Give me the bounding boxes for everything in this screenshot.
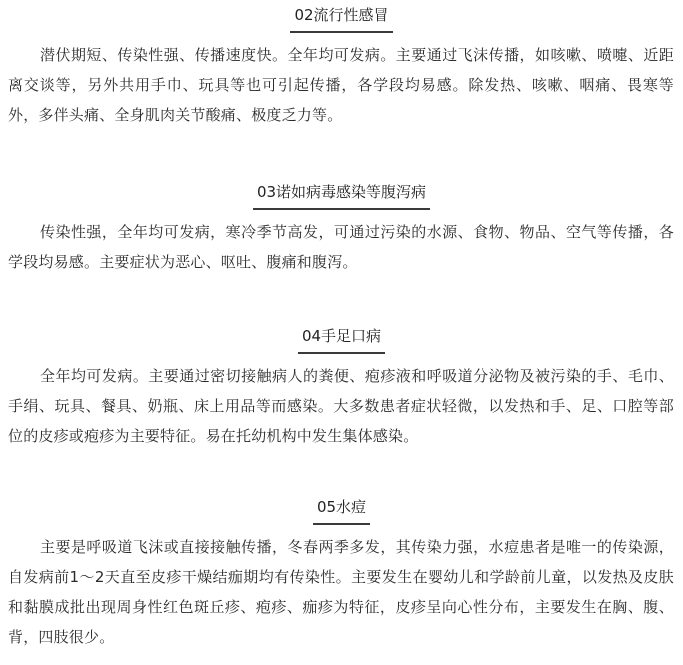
section-paragraph: 潜伏期短、传染性强、传播速度快。全年均可发病。主要通过飞沫传播，如咳嗽、喷嚏、近距离交谈等，另外共用手巾、玩具等也可引起传播，各学段均易感。除发热、咳嗽、咽痛、畏寒等外，多伴头痛、全身肌肉关节酸痛、极度乏力等。 (8, 46, 674, 124)
section-heading: 03诺如病毒感染等腹泻病 (253, 181, 430, 210)
section-chickenpox (0, 496, 683, 652)
section-heading-wrap (0, 181, 683, 217)
section-paragraph: 传染性强，全年均可发病，寒冷季节高发，可通过污染的水源、食物、物品、空气等传播，各学段均易感。主要症状为恶心、呕吐、腹痛和腹泻。 (8, 223, 674, 271)
section-heading: 04手足口病 (298, 325, 385, 354)
section-heading-wrap (0, 4, 683, 40)
section-hand-foot-mouth (0, 325, 683, 451)
section-paragraph: 主要是呼吸道飞沫或直接接触传播，冬春两季多发，其传染力强，水痘患者是唯一的传染源，自发病前1～2天直至皮疹干燥结痂期均有传染性。主要发生在婴幼儿和学龄前儿童，以发热及皮肤和黏膜成批出现周身性红色斑丘疹、疱疹、痂疹为特征，皮疹呈向心性分布，主要发生在胸、腹、背，四肢很少。 (8, 538, 674, 646)
section-influenza (0, 4, 683, 130)
section-heading-wrap (0, 496, 683, 532)
section-heading: 05水痘 (313, 496, 370, 525)
section-heading: 02流行性感冒 (290, 4, 392, 33)
section-paragraph: 全年均可发病。主要通过密切接触病人的粪便、疱疹液和呼吸道分泌物及被污染的手、毛巾、手绢、玩具、餐具、奶瓶、床上用品等而感染。大多数患者症状轻微，以发热和手、足、口腔等部位的皮疹或疱疹为主要特征。易在托幼机构中发生集体感染。 (8, 367, 674, 445)
section-heading-wrap (0, 325, 683, 361)
section-norovirus (0, 181, 683, 277)
